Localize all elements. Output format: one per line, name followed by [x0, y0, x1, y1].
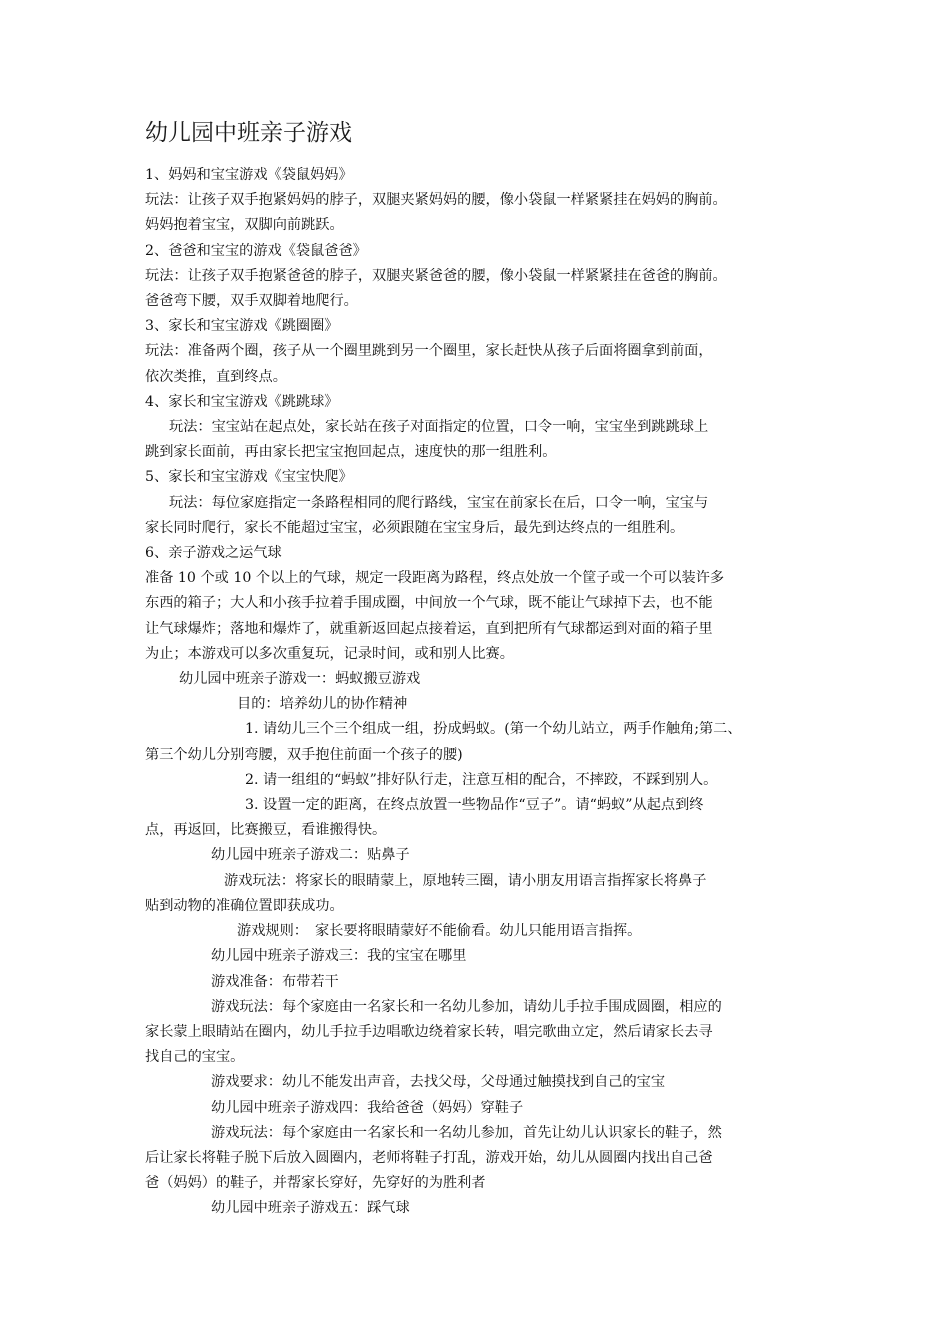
paragraph-line: 爸（妈妈）的鞋子，并帮家长穿好，先穿好的为胜利者: [145, 1175, 486, 1192]
game-6-heading: 6、亲子游戏之运气球: [145, 545, 282, 562]
paragraph-line: 后让家长将鞋子脱下后放入圆圈内，老师将鞋子打乱，游戏开始，幼儿从圆圈内找出自己爸: [145, 1149, 713, 1166]
paragraph-line: 让气球爆炸；落地和爆炸了，就重新返回起点接着运，直到把所有气球都运到对面的箱子里: [145, 620, 713, 637]
section-heading-game-five: 幼儿园中班亲子游戏五：踩气球: [211, 1200, 410, 1217]
paragraph-line: 找自己的宝宝。: [145, 1049, 245, 1066]
paragraph-line: 为止；本游戏可以多次重复玩，记录时间，或和别人比赛。: [145, 645, 514, 662]
game-2-heading: 2、爸爸和宝宝的游戏《袋鼠爸爸》: [145, 242, 367, 259]
paragraph-line: 玩法：宝宝站在起点处，家长站在孩子对面指定的位置，口令一响，宝宝坐到跳跳球上: [169, 419, 709, 436]
game-3-heading: 3、家长和宝宝游戏《跳圈圈》: [145, 318, 339, 335]
game-5-heading: 5、家长和宝宝游戏《宝宝快爬》: [145, 469, 353, 486]
paragraph-line: 第三个幼儿分别弯腰，双手抱住前面一个孩子的腰): [145, 746, 463, 763]
paragraph-line: 游戏玩法：每个家庭由一名家长和一名幼儿参加，首先让幼儿认识家长的鞋子，然: [211, 1124, 722, 1141]
document-title: 幼儿园中班亲子游戏: [145, 120, 352, 146]
paragraph-line: 玩法：让孩子双手抱紧妈妈的脖子，双腿夹紧妈妈的腰，像小袋鼠一样紧紧挂在妈妈的胸前。: [145, 192, 727, 209]
section-heading-game-three: 幼儿园中班亲子游戏三：我的宝宝在哪里: [211, 948, 467, 965]
paragraph-line: 点，再返回，比赛搬豆，看谁搬得快。: [145, 822, 387, 839]
document-body: [145, 163, 809, 1222]
paragraph-line: 爸爸弯下腰，双手双脚着地爬行。: [145, 293, 358, 310]
list-item: 1. 请幼儿三个三个组成一组，扮成蚂蚁。(第一个幼儿站立，两手作触角;第二、: [245, 721, 742, 738]
paragraph-line: 妈妈抱着宝宝，双脚向前跳跃。: [145, 217, 344, 234]
paragraph-line: 家长同时爬行，家长不能超过宝宝，必须跟随在宝宝身后，最先到达终点的一组胜利。: [145, 519, 685, 536]
game-1-heading: 1、妈妈和宝宝游戏《袋鼠妈妈》: [145, 167, 353, 183]
paragraph-line: 依次类推，直到终点。: [145, 368, 287, 385]
paragraph-line: 家长蒙上眼睛站在圈内，幼儿手拉手边唱歌边绕着家长转，唱完歌曲立定，然后请家长去寻: [145, 1023, 713, 1040]
paragraph-line: 游戏规则： 家长要将眼睛蒙好不能偷看。幼儿只能用语言指挥。: [237, 923, 642, 940]
paragraph-line: 游戏准备：布带若干: [211, 973, 339, 990]
paragraph-line: 跳到家长面前，再由家长把宝宝抱回起点，速度快的那一组胜利。: [145, 444, 557, 461]
paragraph-line: 准备 10 个或 10 个以上的气球，规定一段距离为路程，终点处放一个筐子或一个可以装许多: [145, 570, 725, 587]
list-item: 3. 设置一定的距离，在终点放置一些物品作“豆子”。请“蚂蚁”从起点到终: [245, 797, 704, 814]
section-heading-game-four: 幼儿园中班亲子游戏四：我给爸爸（妈妈）穿鞋子: [211, 1099, 524, 1116]
paragraph-line: 目的：培养幼儿的协作精神: [237, 696, 408, 713]
paragraph-line: 游戏玩法：将家长的眼睛蒙上，原地转三圈，请小朋友用语言指挥家长将鼻子: [224, 872, 707, 889]
paragraph-line: 游戏要求：幼儿不能发出声音，去找父母，父母通过触摸找到自己的宝宝: [211, 1074, 666, 1091]
paragraph-line: 贴到动物的准确位置即获成功。: [145, 897, 344, 914]
section-heading-game-two: 幼儿园中班亲子游戏二：贴鼻子: [211, 847, 410, 864]
paragraph-line: 玩法：每位家庭指定一条路程相同的爬行路线，宝宝在前家长在后，口令一响，宝宝与: [169, 494, 709, 511]
list-item: 2. 请一组组的“蚂蚁”排好队行走，注意互相的配合，不摔跤，不踩到别人。: [245, 771, 718, 788]
game-4-heading: 4、家长和宝宝游戏《跳跳球》: [145, 393, 339, 410]
paragraph-line: 游戏玩法：每个家庭由一名家长和一名幼儿参加，请幼儿手拉手围成圆圈，相应的: [211, 998, 722, 1015]
paragraph-line: 玩法：让孩子双手抱紧爸爸的脖子，双腿夹紧爸爸的腰，像小袋鼠一样紧紧挂在爸爸的胸前。: [145, 267, 727, 284]
section-heading-game-one: 幼儿园中班亲子游戏一：蚂蚁搬豆游戏: [179, 671, 421, 688]
paragraph-line: 玩法：准备两个圈，孩子从一个圈里跳到另一个圈里，家长赶快从孩子后面将圈拿到前面，: [145, 343, 713, 360]
paragraph-line: 东西的箱子；大人和小孩手拉着手围成圈，中间放一个气球，既不能让气球掉下去，也不能: [145, 595, 713, 612]
